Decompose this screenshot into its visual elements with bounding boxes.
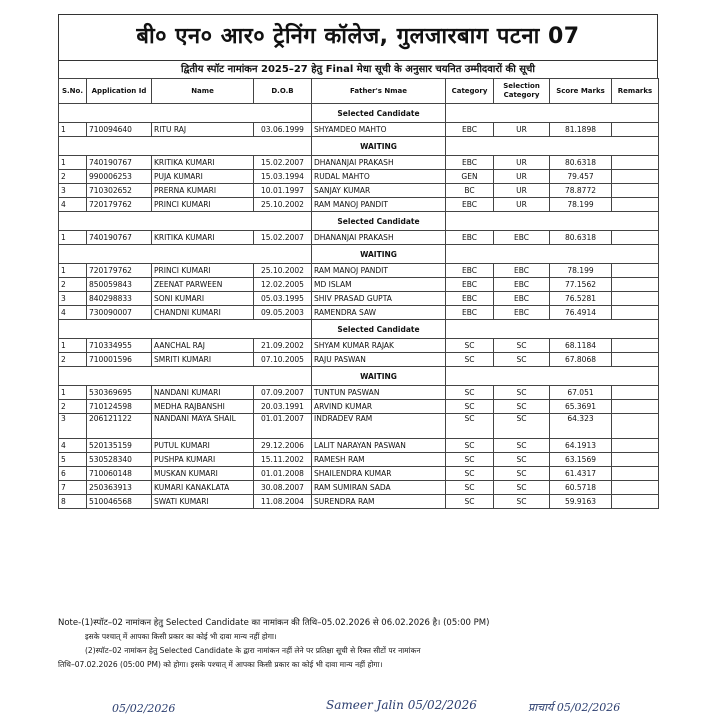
cell-application-id: 710001596 [87,353,152,367]
cell-selection-category: UR [494,198,550,212]
cell-dob: 25.10.2002 [254,264,312,278]
cell-category: SC [446,439,494,453]
cell-score-marks: 64.1913 [550,439,612,453]
cell-remarks [612,495,659,509]
section-header-row [59,212,659,231]
cell-score-marks: 68.1184 [550,339,612,353]
cell-application-id: 710060148 [87,467,152,481]
cell-application-id: 990006253 [87,170,152,184]
cell-score-marks: 81.1898 [550,123,612,137]
cell-selection-category: SC [494,481,550,495]
table-row [59,353,659,367]
note-2-continued: तिथि–07.02.2026 (05:00 PM) को होगा। इसके पश्चात् में आपका किसी प्रकार का कोई भी दावा मान्य नहीं होगा। [58,660,383,669]
col-sno: S.No. [59,79,87,104]
cell-application-id: 740190767 [87,156,152,170]
col-score-marks: Score Marks [550,79,612,104]
cell-category: EBC [446,292,494,306]
cell-score-marks: 79.457 [550,170,612,184]
cell-father-name: RAJU PASWAN [312,353,446,367]
cell-sno: 5 [59,453,87,467]
cell-father-name: SHYAM KUMAR RAJAK [312,339,446,353]
cell-remarks [612,170,659,184]
cell-dob: 25.10.2002 [254,198,312,212]
cell-father-name: RAM MANOJ PANDIT [312,264,446,278]
cell-score-marks: 67.051 [550,386,612,400]
table-row [59,339,659,353]
cell-dob: 15.02.2007 [254,231,312,245]
cell-remarks [612,198,659,212]
table-row [59,495,659,509]
cell-dob: 05.03.1995 [254,292,312,306]
cell-dob: 10.01.1997 [254,184,312,198]
cell-sno: 2 [59,170,87,184]
cell-application-id: 530369695 [87,386,152,400]
cell-sno: 2 [59,353,87,367]
cell-score-marks: 67.8068 [550,353,612,367]
cell-father-name: SHYAMDEO MAHTO [312,123,446,137]
table-row [59,400,659,414]
cell-dob: 29.12.2006 [254,439,312,453]
table-body [59,104,659,509]
cell-sno: 1 [59,264,87,278]
cell-category: EBC [446,231,494,245]
table-row [59,278,659,292]
cell-category: SC [446,339,494,353]
cell-father-name: RUDAL MAHTO [312,170,446,184]
cell-father-name: TUNTUN PASWAN [312,386,446,400]
cell-dob: 07.09.2007 [254,386,312,400]
cell-name: MUSKAN KUMARI [152,467,254,481]
cell-sno: 8 [59,495,87,509]
cell-father-name: DHANANJAI PRAKASH [312,231,446,245]
cell-application-id: 710094640 [87,123,152,137]
section-label: Selected Candidate [312,212,446,231]
cell-father-name: SHAILENDRA KUMAR [312,467,446,481]
cell-score-marks: 78.199 [550,264,612,278]
cell-name: RITU RAJ [152,123,254,137]
cell-sno: 4 [59,439,87,453]
cell-father-name: RAMENDRA SAW [312,306,446,320]
cell-father-name: SANJAY KUMAR [312,184,446,198]
cell-score-marks: 65.3691 [550,400,612,414]
cell-application-id: 850059843 [87,278,152,292]
cell-sno: 1 [59,231,87,245]
cell-category: EBC [446,306,494,320]
cell-remarks [612,123,659,137]
cell-remarks [612,453,659,467]
cell-selection-category: SC [494,400,550,414]
signature-1: 05/02/2026 [112,702,176,715]
cell-dob: 07.10.2005 [254,353,312,367]
cell-dob: 11.08.2004 [254,495,312,509]
cell-name: KRITIKA KUMARI [152,156,254,170]
cell-name: AANCHAL RAJ [152,339,254,353]
col-selection-category: Selection Category [494,79,550,104]
cell-father-name: SURENDRA RAM [312,495,446,509]
cell-father-name: RAMESH RAM [312,453,446,467]
cell-score-marks: 80.6318 [550,156,612,170]
cell-selection-category: UR [494,156,550,170]
cell-selection-category: SC [494,339,550,353]
cell-name: CHANDNI KUMARI [152,306,254,320]
signature-2: Sameer Jalin 05/02/2026 [326,698,477,712]
cell-remarks [612,156,659,170]
cell-score-marks: 60.5718 [550,481,612,495]
cell-name: KUMARI KANAKLATA [152,481,254,495]
cell-sno: 4 [59,306,87,320]
cell-dob: 30.08.2007 [254,481,312,495]
cell-dob: 01.01.2008 [254,467,312,481]
cell-sno: 1 [59,156,87,170]
cell-selection-category: SC [494,386,550,400]
cell-name: NANDANI KUMARI [152,386,254,400]
cell-category: EBC [446,156,494,170]
cell-father-name: DHANANJAI PRAKASH [312,156,446,170]
table-row [59,439,659,453]
note-1-continued: इसके पश्चात् में आपका किसी प्रकार का कोई भी दावा मान्य नहीं होगा। [85,632,277,641]
cell-father-name: INDRADEV RAM [312,414,446,439]
cell-remarks [612,439,659,453]
cell-application-id: 720179762 [87,198,152,212]
cell-sno: 4 [59,198,87,212]
cell-selection-category: SC [494,353,550,367]
cell-score-marks: 77.1562 [550,278,612,292]
table-row [59,264,659,278]
section-header-row [59,367,659,386]
cell-category: SC [446,467,494,481]
cell-selection-category: SC [494,414,550,439]
cell-category: EBC [446,198,494,212]
cell-selection-category: SC [494,467,550,481]
cell-selection-category: EBC [494,278,550,292]
cell-sno: 1 [59,386,87,400]
cell-score-marks: 76.4914 [550,306,612,320]
cell-application-id: 510046568 [87,495,152,509]
cell-remarks [612,292,659,306]
cell-application-id: 740190767 [87,231,152,245]
table-row [59,170,659,184]
cell-sno: 1 [59,123,87,137]
cell-name: SWATI KUMARI [152,495,254,509]
cell-application-id: 530528340 [87,453,152,467]
table-row [59,184,659,198]
section-label: WAITING [312,245,446,264]
cell-name: PRINCI KUMARI [152,198,254,212]
cell-selection-category: UR [494,170,550,184]
table-row [59,414,659,439]
cell-category: SC [446,495,494,509]
cell-score-marks: 59.9163 [550,495,612,509]
cell-category: GEN [446,170,494,184]
cell-name: SONI KUMARI [152,292,254,306]
cell-remarks [612,467,659,481]
table-header-row [59,79,659,104]
cell-father-name: MD ISLAM [312,278,446,292]
table-row [59,306,659,320]
cell-sno: 2 [59,278,87,292]
signature-principal: प्राचार्य 05/02/2026 [528,701,621,714]
cell-dob: 15.02.2007 [254,156,312,170]
cell-score-marks: 78.199 [550,198,612,212]
cell-selection-category: EBC [494,292,550,306]
note-2: (2)स्पॉट–02 नामांकन हेतु Selected Candidate के द्वारा नामांकन नहीं लेने पर प्रतिक्षा सूची से रिक्त सीटों पर नामांकन [85,646,421,655]
section-label: Selected Candidate [312,320,446,339]
table-row [59,156,659,170]
cell-category: SC [446,414,494,439]
list-subtitle: द्वितीय स्पॉट नामांकन 2025–27 हेतु Final मेधा सूची के अनुसार चयनित उम्मीदवारों की सूची [58,60,658,79]
col-father-name: Father's Nmae [312,79,446,104]
cell-sno: 6 [59,467,87,481]
cell-remarks [612,386,659,400]
cell-score-marks: 64.323 [550,414,612,439]
cell-dob: 09.05.2003 [254,306,312,320]
cell-remarks [612,481,659,495]
cell-dob: 21.09.2002 [254,339,312,353]
cell-application-id: 250363913 [87,481,152,495]
cell-dob: 20.03.1991 [254,400,312,414]
cell-selection-category: EBC [494,231,550,245]
cell-category: EBC [446,278,494,292]
table-row [59,231,659,245]
cell-name: NANDANI MAYA SHAIL [152,414,254,439]
cell-selection-category: SC [494,453,550,467]
cell-remarks [612,353,659,367]
cell-dob: 03.06.1999 [254,123,312,137]
cell-remarks [612,264,659,278]
cell-dob: 15.11.2002 [254,453,312,467]
cell-category: SC [446,353,494,367]
cell-selection-category: UR [494,184,550,198]
cell-name: ZEENAT PARWEEN [152,278,254,292]
cell-name: PRERNA KUMARI [152,184,254,198]
col-application-id: Application Id [87,79,152,104]
cell-father-name: LALIT NARAYAN PASWAN [312,439,446,453]
section-header-row [59,245,659,264]
cell-score-marks: 76.5281 [550,292,612,306]
section-label: WAITING [312,367,446,386]
cell-sno: 3 [59,414,87,439]
cell-score-marks: 63.1569 [550,453,612,467]
cell-father-name: RAM MANOJ PANDIT [312,198,446,212]
cell-name: KRITIKA KUMARI [152,231,254,245]
cell-father-name: SHIV PRASAD GUPTA [312,292,446,306]
col-category: Category [446,79,494,104]
cell-category: SC [446,400,494,414]
table-row [59,123,659,137]
cell-remarks [612,339,659,353]
cell-application-id: 730090007 [87,306,152,320]
cell-father-name: ARVIND KUMAR [312,400,446,414]
cell-application-id: 206121122 [87,414,152,439]
cell-score-marks: 61.4317 [550,467,612,481]
cell-category: BC [446,184,494,198]
cell-category: EBC [446,123,494,137]
cell-dob: 15.03.1994 [254,170,312,184]
table-row [59,386,659,400]
col-dob: D.O.B [254,79,312,104]
table-row [59,481,659,495]
table-row [59,198,659,212]
col-name: Name [152,79,254,104]
cell-name: PUTUL KUMARI [152,439,254,453]
cell-application-id: 710124598 [87,400,152,414]
cell-sno: 1 [59,339,87,353]
cell-selection-category: SC [494,439,550,453]
cell-name: PRINCI KUMARI [152,264,254,278]
section-header-row [59,137,659,156]
cell-category: EBC [446,264,494,278]
cell-category: SC [446,453,494,467]
merit-list-table [58,78,659,509]
cell-remarks [612,306,659,320]
college-title: बी० एन० आर० ट्रेनिंग कॉलेज, गुलजारबाग पटना 07 [58,14,658,61]
cell-score-marks: 80.6318 [550,231,612,245]
cell-remarks [612,231,659,245]
cell-application-id: 520135159 [87,439,152,453]
col-remarks: Remarks [612,79,659,104]
cell-selection-category: EBC [494,264,550,278]
cell-remarks [612,414,659,439]
cell-name: PUSHPA KUMARI [152,453,254,467]
table-row [59,292,659,306]
cell-application-id: 840298833 [87,292,152,306]
cell-selection-category: UR [494,123,550,137]
cell-name: MEDHA RAJBANSHI [152,400,254,414]
section-label: Selected Candidate [312,104,446,123]
notes-block [58,616,658,672]
table-row [59,453,659,467]
cell-score-marks: 78.8772 [550,184,612,198]
section-header-row [59,104,659,123]
cell-name: SMRITI KUMARI [152,353,254,367]
cell-remarks [612,184,659,198]
cell-application-id: 720179762 [87,264,152,278]
cell-name: PUJA KUMARI [152,170,254,184]
cell-application-id: 710302652 [87,184,152,198]
cell-category: SC [446,386,494,400]
section-label: WAITING [312,137,446,156]
cell-sno: 3 [59,292,87,306]
cell-application-id: 710334955 [87,339,152,353]
table-row [59,467,659,481]
cell-sno: 2 [59,400,87,414]
cell-selection-category: EBC [494,306,550,320]
cell-remarks [612,278,659,292]
cell-father-name: RAM SUMIRAN SADA [312,481,446,495]
cell-sno: 3 [59,184,87,198]
section-header-row [59,320,659,339]
cell-category: SC [446,481,494,495]
cell-remarks [612,400,659,414]
note-1: Note-(1)स्पॉट–02 नामांकन हेतु Selected Candidate का नामांकन की तिथि–05.02.2026 से 06.02.2026 है। (05:00 PM) [58,618,490,628]
cell-dob: 12.02.2005 [254,278,312,292]
cell-selection-category: SC [494,495,550,509]
cell-sno: 7 [59,481,87,495]
cell-dob: 01.01.2007 [254,414,312,439]
